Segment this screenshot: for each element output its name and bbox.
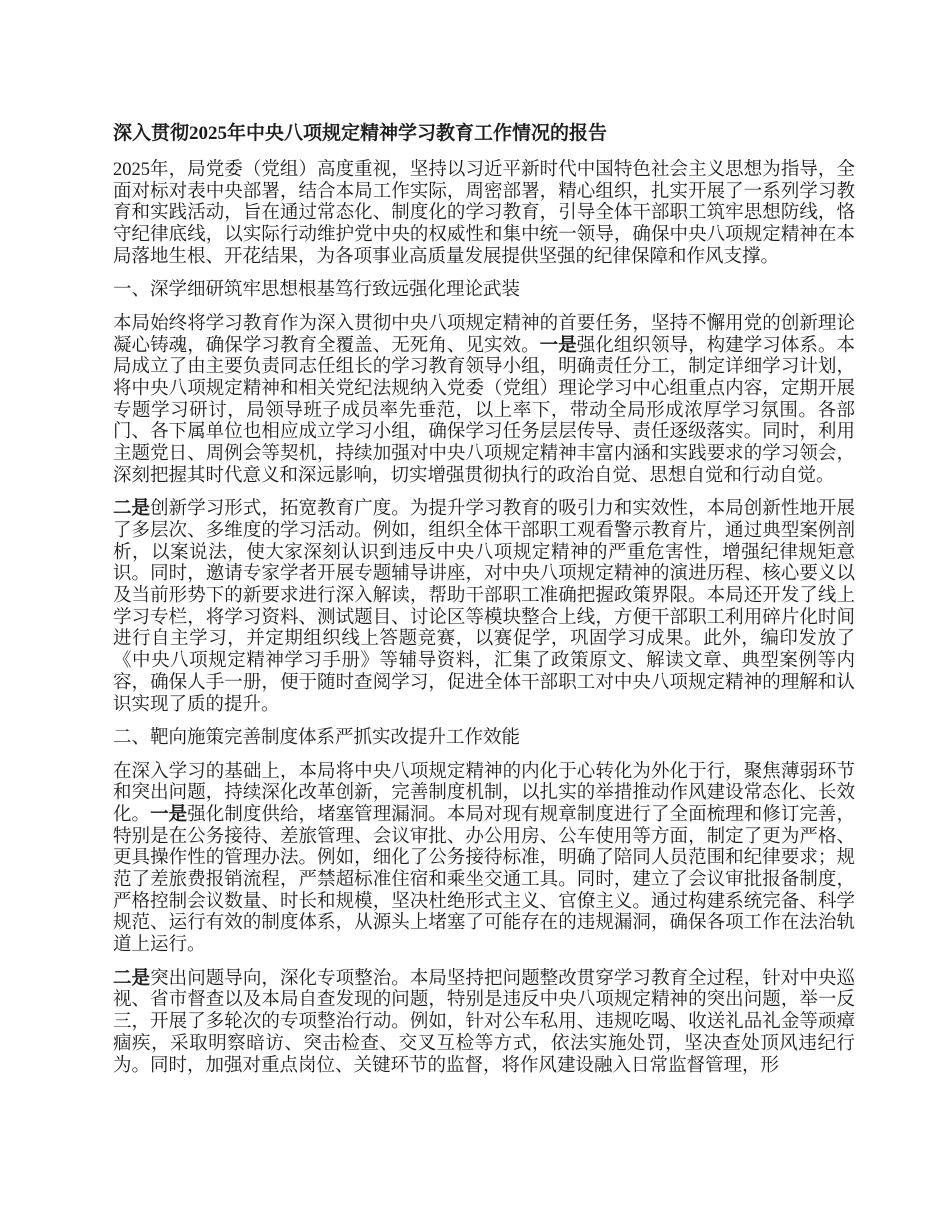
body-paragraph xyxy=(113,160,855,269)
document-content xyxy=(113,122,855,1089)
text-run: 本局始终将学习教育作为深入贯彻中央八项规定精神的首要任务，坚持不懈用党的创新理论凝心铸魂，确保学习教育全覆盖、无死角、见实效。 xyxy=(113,313,855,356)
body-paragraph xyxy=(113,314,855,488)
bold-text-run: 一是 xyxy=(150,804,188,825)
text-run: 一、深学细研筑牢思想根基笃行致远强化理论武装 xyxy=(113,280,521,301)
text-run: 突出问题导向，深化专项整治。本局坚持把问题整改贯穿学习教育全过程，针对中央巡视、省市督查以及本局自查发现的问题，特别是违反中央八项规定精神的突出问题，举一反三，开展了多轮次的专项整治行动。例如，针对公车私用、违规吃喝、收送礼品礼金等顽瘴痼疾，采取明察暗访、突击检查、交叉互检等方式，依法实施处罚，坚决查处顶风违纪行为。同时，加强对重点岗位、关键环节的监督，将作风建设融入日常监督管理，形 xyxy=(113,968,855,1076)
document-title: 深入贯彻2025年中央八项规定精神学习教育工作情况的报告 xyxy=(113,123,608,144)
bold-text-run: 一是 xyxy=(539,335,577,356)
text-run: 强化制度供给，堵塞管理漏洞。本局对现有规章制度进行了全面梳理和修订完善，特别是在公务接待、差旅管理、会议审批、办公用房、公车使用等方面，制定了更为严格、更具操作性的管理办法。例如，细化了公务接待标准，明确了陪同人员范围和纪律要求；规范了差旅费报销流程，严禁超标准住宿和乘坐交通工具。同时，建立了会议审批报备制度，严格控制会议数量、时长和规模，坚决杜绝形式主义、官僚主义。通过构建系统完备、科学规范、运行有效的制度体系，从源头上堵塞了可能存在的违规漏洞，确保各项工作在法治轨道上运行。 xyxy=(113,804,855,956)
bold-text-run: 二是 xyxy=(113,968,151,989)
section-heading xyxy=(113,728,855,750)
text-run: 在深入学习的基础上，本局将中央八项规定精神的内化于心转化为外化于行，聚焦薄弱环节和突出问题，持续深化改革创新，完善制度机制，以扎实的举措推动作风建设常态化、长效化。 xyxy=(113,761,855,825)
text-run: 创新学习形式，拓宽教育广度。为提升学习教育的吸引力和实效性，本局创新性地开展了多层次、多维度的学习活动。例如，组织全体干部职工观看警示教育片，通过典型案例剖析，以案说法，使大家深刻认识到违反中央八项规定精神的严重危害性，增强纪律规矩意识。同时，邀请专家学者开展专题辅导讲座，对中央八项规定精神的演进历程、核心要义以及当前形势下的新要求进行深入解读，帮助干部职工准确把握政策界限。本局还开发了线上学习专栏，将学习资料、测试题目、讨论区等模块整合上线，方便干部职工利用碎片化时间进行自主学习，并定期组织线上答题竞赛，以赛促学，巩固学习成果。此外，编印发放了《中央八项规定精神学习手册》等辅导资料，汇集了政策原文、解读文章、典型案例等内容，确保人手一册，便于随时查阅学习，促进全体干部职工对中央八项规定精神的理解和认识实现了质的提升。 xyxy=(113,499,855,715)
text-run: 2025年，局党委（党组）高度重视，坚持以习近平新时代中国特色社会主义思想为指导，全面对标对表中央部署，结合本局工作实际，周密部署，精心组织，扎实开展了一系列学习教育和实践活动，旨在通过常态化、制度化的学习教育，引导全体干部职工筑牢思想防线，恪守纪律底线，以实际行动维护党中央的权威性和集中统一领导，确保中央八项规定精神在本局落地生根、开花结果，为各项事业高质量发展提供坚强的纪律保障和作风支撑。 xyxy=(113,160,855,267)
body-paragraph xyxy=(113,762,855,957)
text-run: 二、靶向施策完善制度体系严抓实改提升工作效能 xyxy=(113,728,521,749)
document-body xyxy=(113,160,855,1077)
section-heading xyxy=(113,280,855,302)
text-run: 强化组织领导，构建学习体系。本局成立了由主要负责同志任组长的学习教育领导小组，明确责任分工，制定详细学习计划，将中央八项规定精神和相关党纪法规纳入党委（党组）理论学习中心组重点内容，定期开展专题学习研讨，局领导班子成员率先垂范，以上率下，带动全局形成浓厚学习氛围。各部门、各下属单位也相应成立学习小组，确保学习任务层层传导、责任逐级落实。同时，利用主题党日、周例会等契机，持续加强对中央八项规定精神丰富内涵和实践要求的学习领会，深刻把握其时代意义和深远影响，切实增强贯彻执行的政治自觉、思想自觉和行动自觉。 xyxy=(113,335,855,486)
body-paragraph xyxy=(113,969,855,1078)
body-paragraph xyxy=(113,499,855,716)
bold-text-run: 二是 xyxy=(113,499,151,520)
